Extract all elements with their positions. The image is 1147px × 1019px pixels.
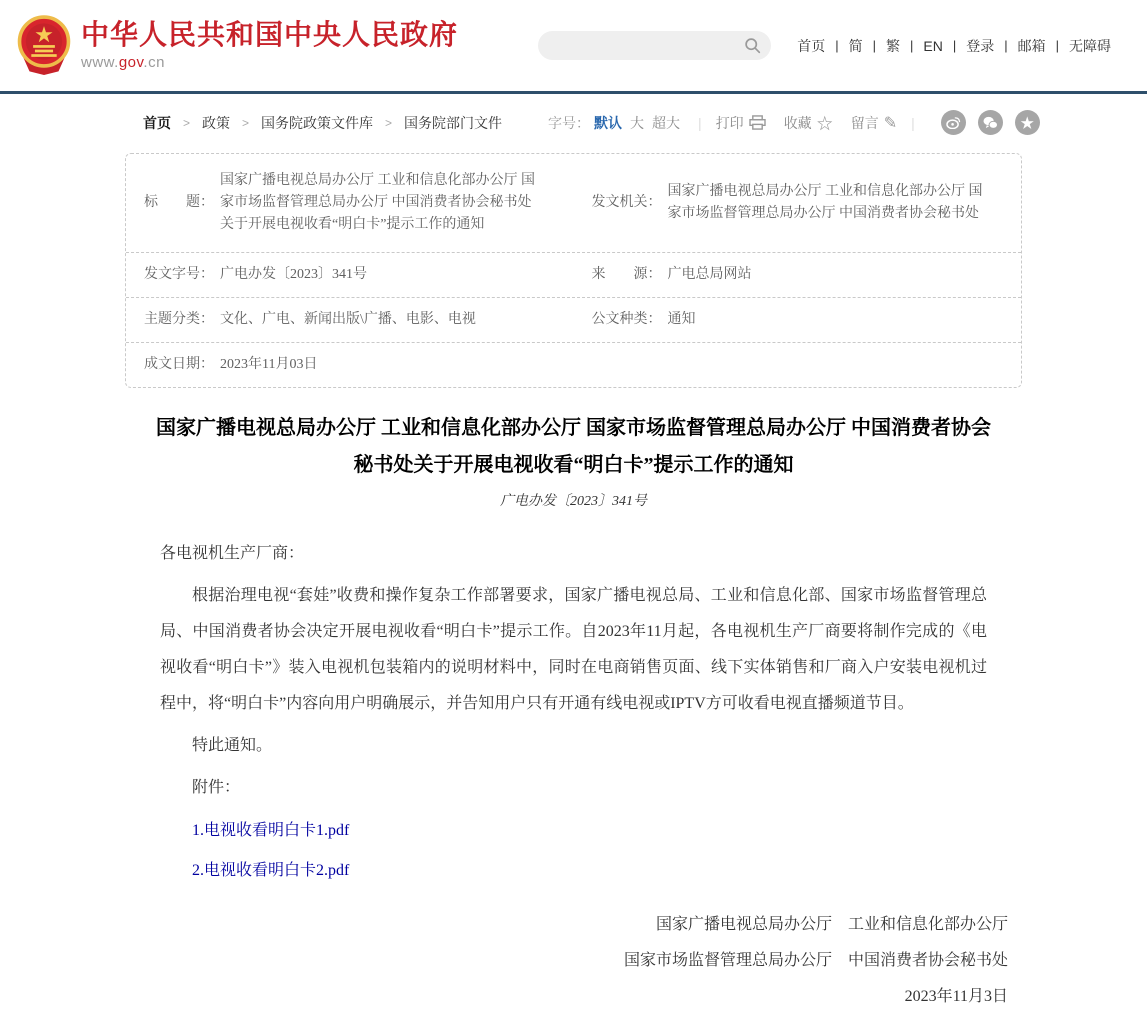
meta-docno-label: 发文字号： — [144, 267, 214, 282]
nav-separator: | — [872, 38, 876, 53]
nav-home[interactable]: 首页 — [797, 37, 826, 54]
document-title: 国家广播电视总局办公厅 工业和信息化部办公厅 国家市场监督管理总局办公厅 中国消费者协会秘书处关于开展电视收看“明白卡”提示工作的通知 — [156, 417, 991, 476]
meta-issuer-label: 发文机关： — [591, 195, 662, 210]
breadcrumb-department-documents[interactable]: 国务院部门文件 — [404, 114, 503, 131]
weibo-share-icon[interactable] — [941, 110, 966, 135]
attachment-link-1[interactable]: 1.电视收看明白卡1.pdf — [192, 822, 350, 839]
document-number: 广电办发〔2023〕341号 — [500, 494, 647, 509]
fontsize-large[interactable]: 大 — [630, 114, 645, 131]
nav-separator: | — [1004, 38, 1008, 53]
nav-separator: | — [835, 38, 839, 53]
toolbar-actions — [716, 111, 897, 134]
search-input[interactable] — [554, 38, 744, 53]
breadcrumb-home[interactable]: 首页 — [143, 114, 171, 131]
favorite-button[interactable] — [784, 111, 833, 134]
breadcrumb-separator: > — [385, 115, 393, 130]
fontsize-default[interactable]: 默认 — [594, 114, 623, 131]
meta-topic-value: 文化、广电、新闻出版\广播、电影、电视 — [220, 312, 476, 327]
meta-cell-issuer — [574, 154, 1022, 252]
fontsize-xlarge[interactable]: 超大 — [652, 114, 681, 131]
meta-docno-value: 广电办发〔2023〕341号 — [220, 267, 367, 282]
site-header — [0, 0, 1147, 91]
print-button[interactable] — [716, 113, 766, 133]
notice-line: 特此通知。 — [192, 737, 273, 754]
fontsize-label: 字号： — [548, 114, 591, 131]
meta-row-date — [126, 343, 1021, 387]
meta-cell-doctype — [574, 298, 1022, 342]
breadcrumb-separator: > — [183, 115, 191, 130]
site-title: 中华人民共和国中央人民政府 — [81, 19, 459, 51]
meta-cell-docno — [126, 253, 574, 297]
nav-traditional[interactable]: 繁 — [885, 37, 900, 54]
attachment-link-2[interactable]: 2.电视收看明白卡2.pdf — [192, 862, 350, 880]
meta-doctype-label: 公文种类： — [591, 312, 662, 327]
meta-title-label: 标 题： — [144, 195, 214, 210]
nav-simplified[interactable]: 简 — [848, 37, 863, 54]
nav-separator: | — [952, 38, 957, 53]
site-logo[interactable] — [15, 15, 458, 77]
meta-issuer-value: 国家广播电视总局办公厅 工业和信息化部办公厅 国家市场监督管理总局办公厅 中国消费者协会秘书处 — [667, 184, 983, 221]
signature-line-1: 国家广播电视总局办公厅 工业和信息化部办公厅 — [655, 915, 1008, 933]
meta-row-docno-source — [126, 253, 1021, 298]
print-label: 打印 — [715, 114, 744, 131]
meta-source-value: 广电总局网站 — [667, 267, 752, 282]
qzone-share-icon[interactable] — [1015, 110, 1040, 135]
search-box[interactable] — [538, 31, 771, 60]
meta-doctype-value: 通知 — [667, 312, 696, 327]
comment-button[interactable] — [851, 113, 897, 133]
meta-row-topic-doctype — [126, 298, 1021, 343]
document-body — [125, 536, 1022, 887]
meta-cell-date — [126, 343, 1021, 387]
meta-row-title-issuer — [126, 154, 1021, 253]
fontsize-control — [548, 113, 684, 133]
toolbar — [125, 94, 1035, 145]
site-url-www: www. — [81, 54, 119, 72]
nav-mailbox[interactable]: 邮箱 — [1017, 37, 1046, 54]
comment-label: 留言 — [850, 114, 879, 131]
star-icon: ☆ — [816, 116, 833, 133]
toolbar-separator: | — [698, 114, 702, 131]
top-nav — [787, 36, 1121, 56]
meta-source-label: 来 源： — [591, 267, 662, 282]
qzone-star-glyph: ★ — [1020, 114, 1035, 131]
search-icon[interactable] — [744, 37, 761, 54]
nav-english[interactable]: EN — [923, 37, 943, 54]
nav-login[interactable]: 登录 — [966, 37, 995, 54]
pencil-icon: ✎ — [883, 114, 898, 132]
document-meta-table — [125, 153, 1022, 388]
toolbar-separator: | — [911, 114, 915, 131]
national-emblem-icon — [15, 15, 73, 77]
signature-line-2: 国家市场监督管理总局办公厅 中国消费者协会秘书处 — [623, 951, 1008, 969]
share-icons — [929, 110, 1040, 135]
site-url — [81, 54, 458, 71]
meta-cell-source — [574, 253, 1022, 297]
site-url-gov: gov — [118, 54, 144, 72]
document-article — [125, 410, 1022, 1011]
signature-date: 2023年11月3日 — [904, 987, 1008, 1005]
breadcrumb — [143, 113, 502, 133]
meta-cell-topic — [126, 298, 574, 342]
wechat-share-icon[interactable] — [978, 110, 1003, 135]
meta-topic-label: 主题分类： — [144, 312, 214, 327]
body-paragraph: 根据治理电视“套娃”收费和操作复杂工作部署要求，国家广播电视总局、工业和信息化部、国家市场监督管理总局、中国消费者协会决定开展电视收看“明白卡”提示工作。自2023年11月起，各电视机生产厂商要将制作完成的《电视收看“明白卡”》装入电视机包装箱内的说明材料中，同时在电商销售页面、线下实体销售和厂商入户安装电视机过程中，将“明白卡”内容向用户明确展示，并告知用户只有开通有线电视或IPTV方可收看电视直播频道节目。 — [160, 587, 987, 712]
signature-block — [125, 897, 1022, 1011]
meta-date-value: 2023年11月03日 — [220, 357, 318, 372]
printer-icon — [749, 115, 766, 130]
site-url-cn: .cn — [143, 54, 165, 72]
nav-separator: | — [1055, 38, 1059, 53]
favorite-label: 收藏 — [783, 114, 812, 131]
meta-cell-title — [126, 154, 574, 252]
attachments-label: 附件： — [192, 779, 241, 796]
nav-separator: | — [909, 38, 914, 53]
meta-title-value: 国家广播电视总局办公厅 工业和信息化部办公厅 国家市场监督管理总局办公厅 中国消费者协会秘书处关于开展电视收看“明白卡”提示工作的通知 — [220, 173, 535, 232]
nav-accessibility[interactable]: 无障碍 — [1069, 37, 1111, 54]
breadcrumb-policy-library[interactable]: 国务院政策文件库 — [261, 114, 374, 131]
salutation: 各电视机生产厂商： — [160, 545, 305, 562]
breadcrumb-separator: > — [242, 115, 250, 130]
breadcrumb-policy[interactable]: 政策 — [202, 114, 231, 131]
meta-date-label: 成文日期： — [144, 357, 214, 372]
